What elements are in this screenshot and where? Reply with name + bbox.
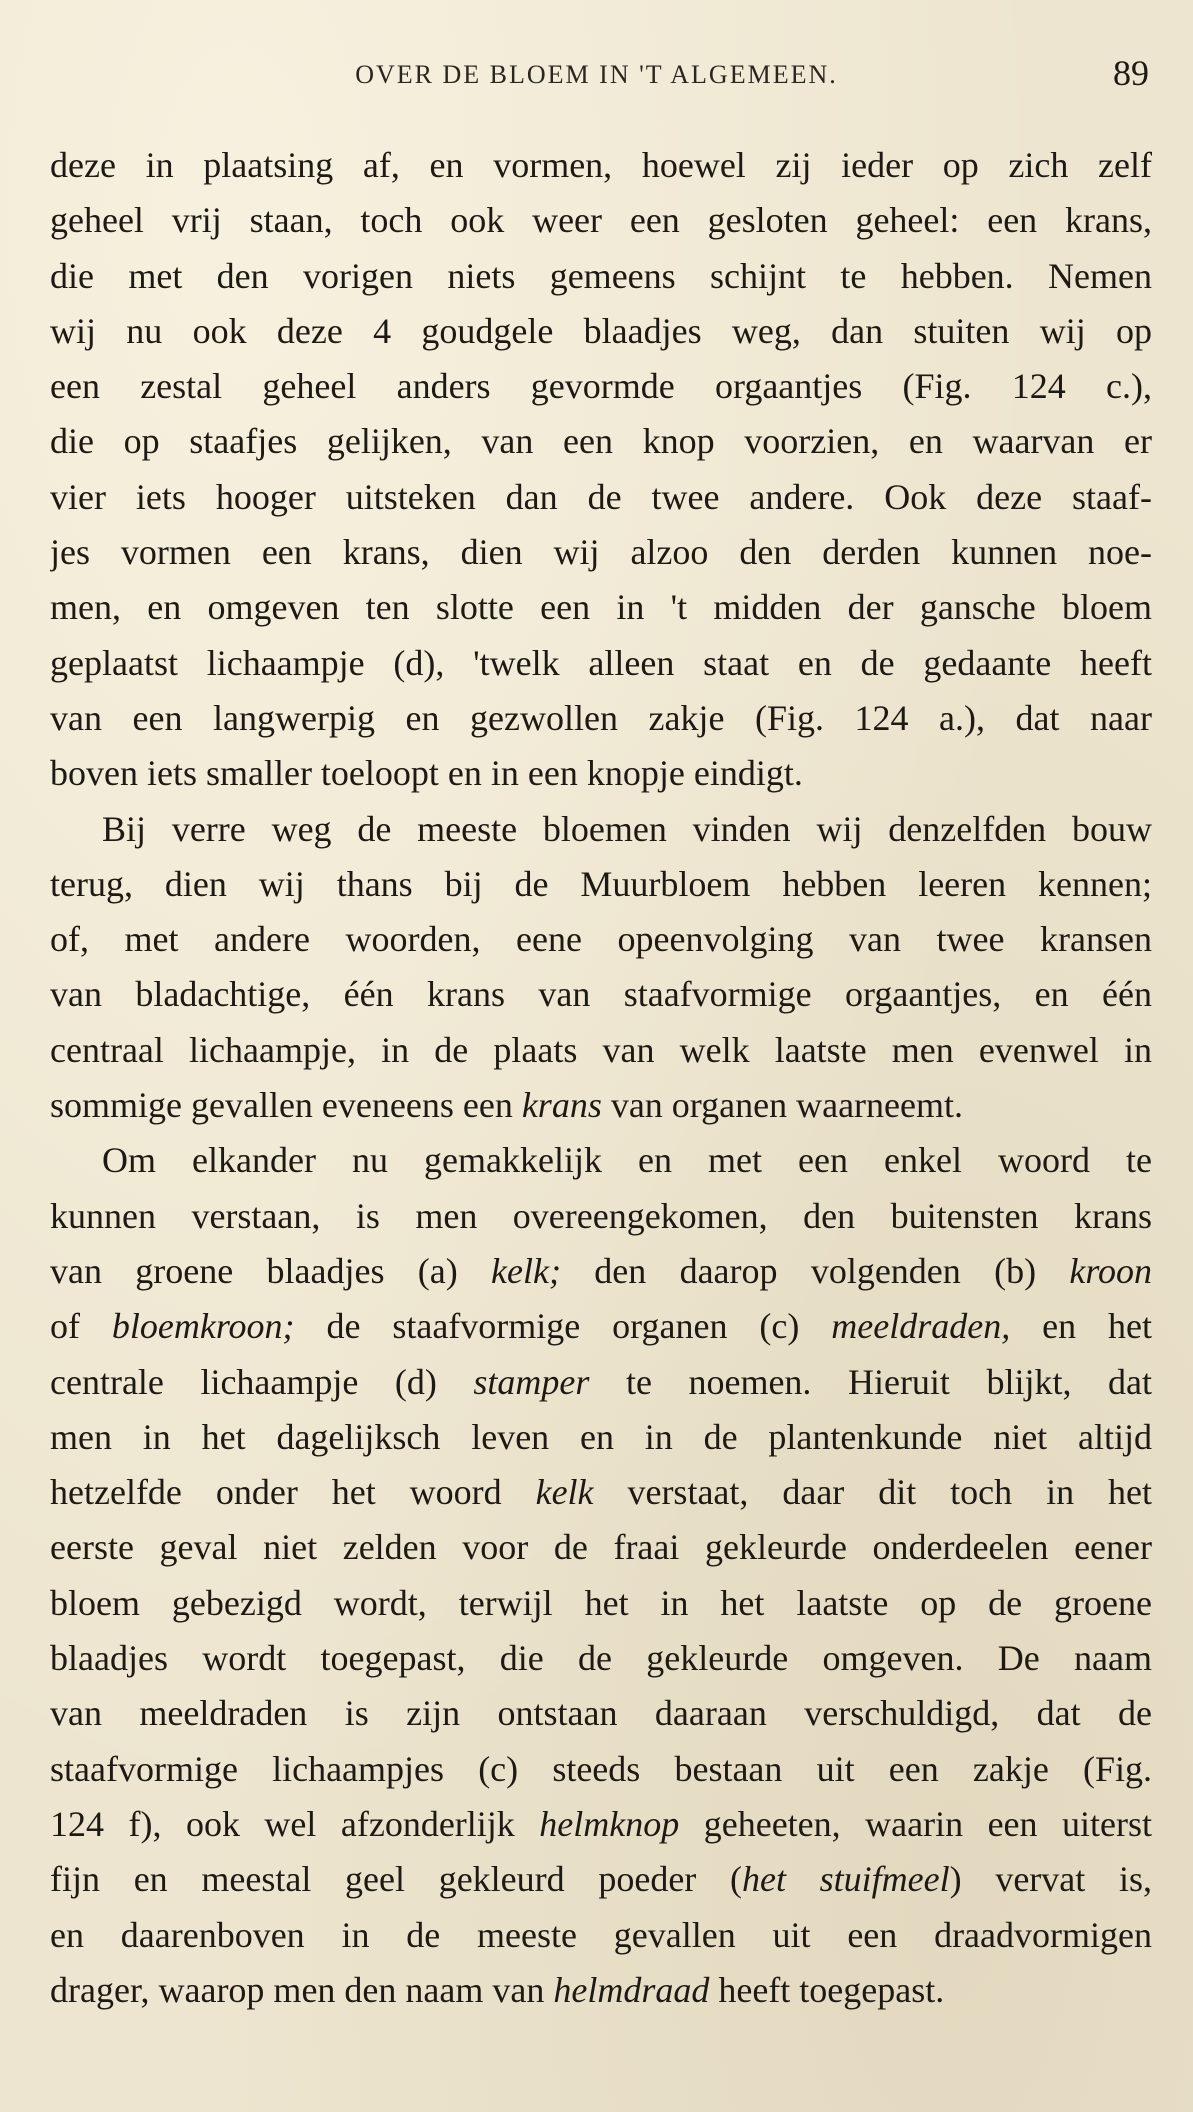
- text-run: men in het dagelijksch leven en in de plantenkunde niet altijd: [50, 1416, 1152, 1457]
- italic-term: meeldraden,: [831, 1306, 1011, 1347]
- text-run: sommige gevallen eveneens een: [50, 1085, 522, 1126]
- text-run: een zestal geheel anders gevormde orgaantjes (Fig. 124 c.),: [50, 366, 1152, 407]
- text-run: blaadjes wordt toegepast, die de gekleurde omgeven. De naam: [50, 1638, 1152, 1679]
- text-line: [50, 1742, 1152, 1797]
- text-line: [50, 857, 1152, 912]
- text-run: centraal lichaampje, in de plaats van welk laatste men evenwel in: [50, 1029, 1152, 1070]
- italic-term: kelk: [535, 1472, 594, 1513]
- text-line: [50, 1078, 1152, 1133]
- text-line: [50, 1908, 1152, 1963]
- text-line: [50, 1410, 1152, 1465]
- text-line: [50, 580, 1152, 635]
- text-line: [50, 1520, 1152, 1575]
- text-line: [50, 1631, 1152, 1686]
- text-line: [50, 249, 1152, 304]
- text-run: of, met andere woorden, eene opeenvolging van twee kransen: [50, 919, 1152, 960]
- text-run: deze in plaatsing af, en vormen, hoewel zij ieder op zich zelf: [50, 145, 1152, 185]
- text-run: boven iets smaller toeloopt en in een knopje eindigt.: [50, 753, 803, 794]
- italic-term: helmdraad: [553, 1969, 710, 2010]
- text-line: [50, 1299, 1152, 1354]
- text-run: heeft toegepast.: [709, 1969, 945, 2010]
- text-run: te noemen. Hieruit blijkt, dat: [589, 1361, 1152, 1402]
- text-line: [50, 1355, 1152, 1410]
- text-line: [50, 359, 1152, 414]
- italic-term: kroon: [1069, 1250, 1152, 1291]
- text-run: eerste geval niet zelden voor de fraai gekleurde onderdeelen eener: [50, 1527, 1152, 1568]
- body-text: [50, 138, 1152, 2018]
- text-run: fijn en meestal geel gekleurd poeder (: [50, 1859, 742, 1900]
- text-line: [50, 304, 1152, 359]
- text-line: [50, 414, 1152, 469]
- text-line: [50, 1797, 1152, 1852]
- text-run: jes vormen een krans, dien wij alzoo den derden kunnen noe-: [50, 532, 1152, 573]
- text-run: men, en omgeven ten slotte een in 't midden der gansche bloem: [50, 587, 1152, 628]
- text-run: staafvormige lichaampjes (c) steeds bestaan uit een zakje (Fig.: [50, 1748, 1152, 1789]
- text-run: den daarop volgenden (b): [560, 1250, 1070, 1291]
- text-run: en daarenboven in de meeste gevallen uit een draadvormigen: [50, 1914, 1152, 1955]
- text-line: [50, 746, 1152, 801]
- italic-term: het stuifmeel: [741, 1859, 950, 1900]
- text-run: geplaatst lichaampje (d), 'twelk alleen staat en de gedaante heeft: [50, 642, 1152, 683]
- text-run: of: [50, 1306, 112, 1347]
- text-run: terug, dien wij thans bij de Muurbloem hebben leeren kennen;: [50, 863, 1152, 904]
- text-run: ) vervat is,: [949, 1859, 1152, 1900]
- italic-term: kelk;: [491, 1250, 561, 1291]
- text-run: van groene blaadjes (a): [50, 1250, 492, 1291]
- text-run: drager, waarop men den naam van: [50, 1969, 554, 2010]
- text-run: geheel vrij staan, toch ook weer een gesloten geheel: een krans,: [50, 200, 1152, 241]
- text-run: 124 f), ook wel afzonderlijk: [50, 1803, 540, 1844]
- italic-term: helmknop: [539, 1803, 680, 1844]
- text-run: de staafvormige organen (c): [294, 1306, 832, 1347]
- text-run: wij nu ook deze 4 goudgele blaadjes weg, dan stuiten wij op: [50, 310, 1152, 351]
- page-number: 89: [1113, 53, 1149, 93]
- paragraph: [50, 1133, 1152, 2018]
- text-run: Om elkander nu gemakkelijk en met een enkel woord te: [102, 1140, 1152, 1181]
- text-run: vier iets hooger uitsteken dan de twee andere. Ook deze staaf-: [50, 476, 1152, 517]
- text-line: [50, 193, 1152, 248]
- text-run: centrale lichaampje (d): [50, 1361, 474, 1402]
- text-run: van organen waarneemt.: [601, 1085, 964, 1126]
- text-line: [50, 1133, 1152, 1188]
- italic-term: krans: [521, 1085, 602, 1126]
- text-run: hetzelfde onder het woord: [50, 1472, 536, 1513]
- text-line: [50, 967, 1152, 1022]
- text-line: [50, 525, 1152, 580]
- text-run: en het: [1010, 1306, 1152, 1347]
- text-line: [50, 1852, 1152, 1907]
- text-line: [50, 691, 1152, 746]
- italic-term: bloemkroon;: [111, 1306, 295, 1347]
- italic-term: stamper: [473, 1361, 590, 1402]
- text-run: verstaat, daar dit toch in het: [593, 1472, 1152, 1513]
- text-line: [50, 1244, 1152, 1299]
- text-run: bloem gebezigd wordt, terwijl het in het laatste op de groene: [50, 1582, 1152, 1623]
- running-head: [0, 52, 1193, 100]
- text-line: [50, 912, 1152, 967]
- text-run: die met den vorigen niets gemeens schijnt te hebben. Nemen: [50, 255, 1152, 296]
- paragraph: [50, 138, 1152, 802]
- text-run: Bij verre weg de meeste bloemen vinden wij denzelfden bouw: [102, 808, 1152, 849]
- text-run: die op staafjes gelijken, van een knop voorzien, en waarvan er: [50, 421, 1152, 462]
- text-line: [50, 802, 1152, 857]
- running-title: OVER DE BLOEM IN 'T ALGEMEEN.: [355, 60, 838, 89]
- text-line: [50, 1023, 1152, 1078]
- text-line: [50, 470, 1152, 525]
- text-run: van meeldraden is zijn ontstaan daaraan verschuldigd, dat de: [50, 1693, 1152, 1734]
- text-run: geheeten, waarin een uiterst: [679, 1803, 1152, 1844]
- text-line: [50, 1963, 1152, 2018]
- text-line: [50, 1465, 1152, 1520]
- text-line: [50, 138, 1152, 193]
- text-line: [50, 636, 1152, 691]
- paragraph: [50, 802, 1152, 1134]
- text-line: [50, 1576, 1152, 1631]
- text-line: [50, 1686, 1152, 1741]
- text-run: van bladachtige, één krans van staafvormige orgaantjes, en één: [50, 974, 1152, 1015]
- text-line: [50, 1189, 1152, 1244]
- text-run: van een langwerpig en gezwollen zakje (Fig. 124 a.), dat naar: [50, 697, 1152, 738]
- text-run: kunnen verstaan, is men overeengekomen, den buitensten krans: [50, 1195, 1152, 1236]
